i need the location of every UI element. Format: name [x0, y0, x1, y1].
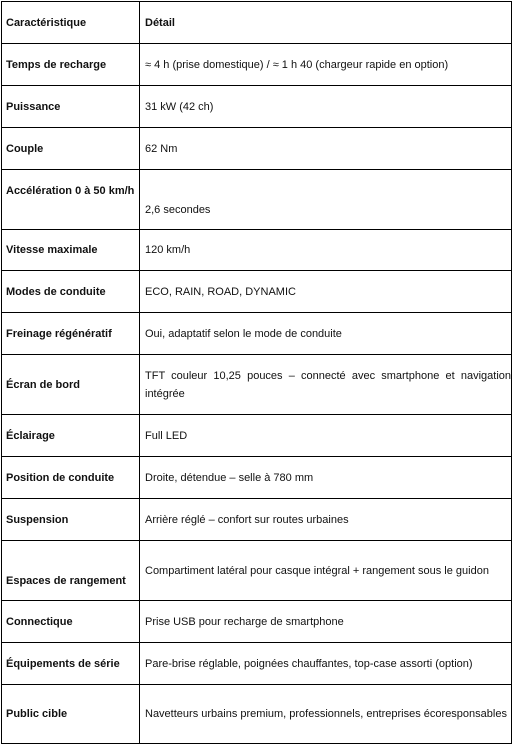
- table-row: [2, 271, 512, 313]
- row-key-cell: Position de conduite: [2, 457, 140, 499]
- row-value-cell: Prise USB pour recharge de smartphone: [140, 601, 512, 643]
- row-value-cell: ≈ 4 h (prise domestique) / ≈ 1 h 40 (chargeur rapide en option): [140, 44, 512, 86]
- row-value-cell: Arrière réglé – confort sur routes urbaines: [140, 499, 512, 541]
- spec-table: [1, 1, 512, 744]
- row-value-cell: 120 km/h: [140, 230, 512, 271]
- row-key-cell: Accélération 0 à 50 km/h: [2, 170, 140, 230]
- row-key-cell: Couple: [2, 128, 140, 170]
- table-row: [2, 457, 512, 499]
- table-row: [2, 355, 512, 415]
- row-key-cell: Freinage régénératif: [2, 313, 140, 355]
- row-value-cell: Droite, détendue – selle à 780 mm: [140, 457, 512, 499]
- row-value-cell: 31 kW (42 ch): [140, 86, 512, 128]
- header-value-cell: Détail: [140, 2, 512, 44]
- row-value-cell: Compartiment latéral pour casque intégral + rangement sous le guidon: [140, 541, 512, 601]
- row-key-cell: Public cible: [2, 685, 140, 744]
- row-key-cell: Équipements de série: [2, 643, 140, 685]
- table-row: [2, 601, 512, 643]
- row-key-cell: Connectique: [2, 601, 140, 643]
- row-key-cell: Suspension: [2, 499, 140, 541]
- row-key-cell: Temps de recharge: [2, 44, 140, 86]
- row-key-cell: Vitesse maximale: [2, 230, 140, 271]
- table-row: [2, 415, 512, 457]
- row-key-cell: Modes de conduite: [2, 271, 140, 313]
- table-row: [2, 170, 512, 230]
- row-value-cell: TFT couleur 10,25 pouces – connecté avec smartphone et navigation intégrée: [140, 355, 512, 415]
- table-header-row: [2, 2, 512, 44]
- row-value-cell: 2,6 secondes: [140, 170, 512, 230]
- table-row: [2, 86, 512, 128]
- row-value-cell: Oui, adaptatif selon le mode de conduite: [140, 313, 512, 355]
- row-key-cell: Éclairage: [2, 415, 140, 457]
- row-value-cell: Full LED: [140, 415, 512, 457]
- row-value-cell: Navetteurs urbains premium, professionnels, entreprises écoresponsables: [140, 685, 512, 744]
- header-key-cell: Caractéristique: [2, 2, 140, 44]
- table-row: [2, 230, 512, 271]
- row-value-cell: ECO, RAIN, ROAD, DYNAMIC: [140, 271, 512, 313]
- row-key-cell: Écran de bord: [2, 355, 140, 415]
- table-row: [2, 44, 512, 86]
- table-row: [2, 643, 512, 685]
- table-row: [2, 313, 512, 355]
- row-key-cell: Puissance: [2, 86, 140, 128]
- table-row: [2, 685, 512, 744]
- table-row: [2, 541, 512, 601]
- row-value-cell: 62 Nm: [140, 128, 512, 170]
- table-row: [2, 499, 512, 541]
- table-row: [2, 128, 512, 170]
- row-key-cell: Espaces de rangement: [2, 541, 140, 601]
- row-value-cell: Pare-brise réglable, poignées chauffantes, top-case assorti (option): [140, 643, 512, 685]
